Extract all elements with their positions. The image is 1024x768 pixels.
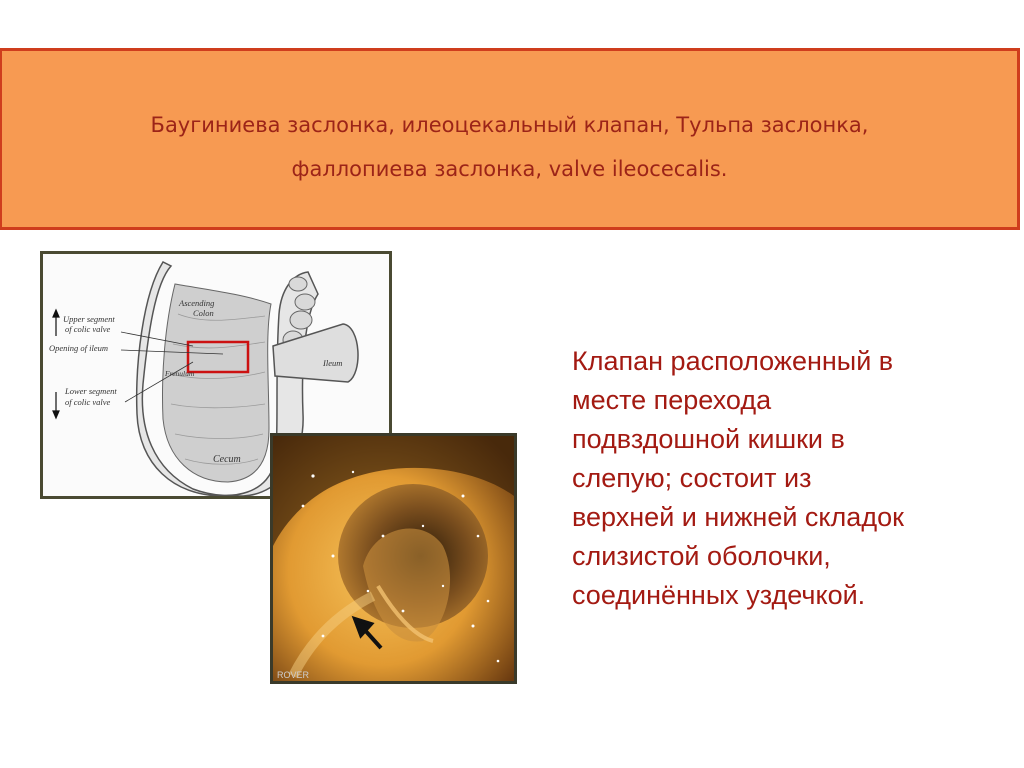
desc-line-1: Клапан расположенный в — [572, 346, 894, 376]
label-upper-segment-1: Upper segment — [63, 314, 115, 324]
label-ascending: Ascending — [179, 298, 215, 308]
watermark-text: ROVER — [277, 670, 310, 680]
desc-line-5: верхней и нижней складок — [572, 502, 904, 532]
label-lower-segment-1: Lower segment — [65, 386, 117, 396]
label-lower-segment-2: of colic valve — [65, 397, 111, 407]
label-upper-segment-2: of colic valve — [65, 324, 111, 334]
title-banner — [0, 48, 1020, 230]
endoscopy-photo — [270, 433, 517, 684]
label-opening-ileum: Opening of ileum — [49, 343, 109, 353]
description-text — [572, 342, 1012, 615]
desc-line-3: подвздошной кишки в — [572, 424, 845, 454]
desc-line-7: соединённых уздечкой. — [572, 580, 866, 610]
colon-lumen — [163, 284, 272, 482]
label-cecum: Cecum — [213, 454, 241, 465]
desc-line-2: месте перехода — [572, 385, 772, 415]
label-frenulum: Frenulum — [165, 369, 195, 378]
slide-title — [2, 103, 1017, 191]
label-ileum: Ileum — [323, 358, 343, 368]
desc-line-4: слепую; состоит из — [572, 463, 812, 493]
desc-line-6: слизистой оболочки, — [572, 541, 831, 571]
title-line-1: Баугиниева заслонка, илеоцекальный клапан, Тульпа заслонка, — [150, 113, 869, 137]
label-colon: Colon — [193, 308, 214, 318]
title-line-2: фаллопиева заслонка, valve ileocecalis. — [291, 157, 728, 181]
